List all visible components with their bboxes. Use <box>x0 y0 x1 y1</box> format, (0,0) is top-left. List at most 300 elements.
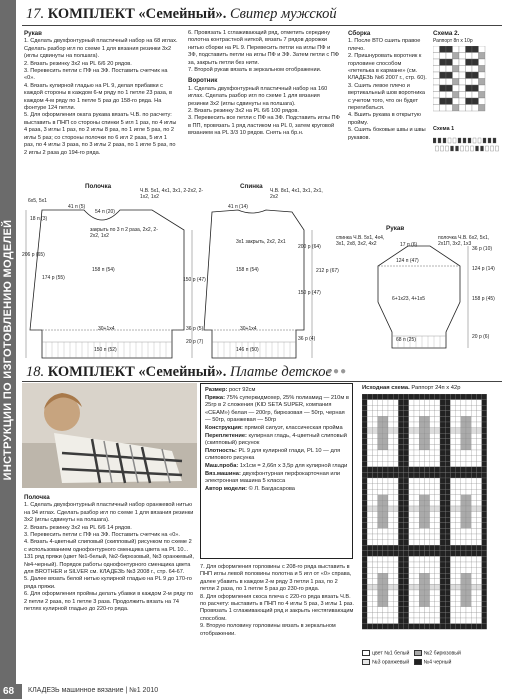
grid-cell <box>476 512 481 518</box>
grid-cell <box>440 59 447 66</box>
grid-cell <box>409 590 414 596</box>
grid-cell <box>367 568 372 574</box>
grid-cell <box>459 85 466 92</box>
grid-cell <box>367 579 372 585</box>
grid-cell <box>404 562 409 568</box>
grid-cell <box>466 584 471 590</box>
grid-cell <box>466 105 473 112</box>
grid-cell <box>450 584 455 590</box>
grid-cell <box>445 579 450 585</box>
grid-cell <box>446 85 453 92</box>
grid-cell <box>436 146 439 151</box>
legend-swatch-turquoise <box>414 650 422 656</box>
grid-cell <box>461 512 466 518</box>
grid-cell <box>472 72 479 79</box>
grid-cell <box>476 540 481 546</box>
grid-cell <box>446 79 453 86</box>
grid-cell <box>473 138 476 143</box>
grid-cell <box>378 467 383 473</box>
grid-cell <box>482 416 487 422</box>
model-info-box <box>200 383 353 559</box>
grid-cell <box>388 618 393 624</box>
grid-cell <box>362 556 367 562</box>
grid-cell <box>461 590 466 596</box>
grid-cell <box>424 484 429 490</box>
grid-cell <box>471 624 476 630</box>
grid-cell <box>445 545 450 551</box>
grid-cell <box>435 551 440 557</box>
grid-cell <box>414 467 419 473</box>
grid-cell <box>482 506 487 512</box>
grid-cell <box>362 467 367 473</box>
grid-cell <box>440 72 447 79</box>
grid-cell <box>476 422 481 428</box>
grid-cell <box>430 495 435 501</box>
grid-cell <box>388 422 393 428</box>
grid-cell <box>456 444 461 450</box>
grid-cell <box>414 495 419 501</box>
grid-cell <box>362 540 367 546</box>
grid-cell <box>482 472 487 478</box>
grid-cell <box>456 428 461 434</box>
grid-cell <box>471 517 476 523</box>
grid-cell <box>466 573 471 579</box>
grid-cell <box>409 467 414 473</box>
grid-cell <box>414 461 419 467</box>
grid-cell <box>450 439 455 445</box>
grid-cell <box>404 590 409 596</box>
grid-cell <box>383 612 388 618</box>
grid-cell <box>419 624 424 630</box>
grid-cell <box>430 456 435 462</box>
section17-rule <box>22 25 502 26</box>
grid-cell <box>362 456 367 462</box>
grid-cell <box>453 46 460 53</box>
grid-cell <box>367 450 372 456</box>
grid-cell <box>471 568 476 574</box>
big-scheme-grid <box>362 394 502 644</box>
grid-cell <box>404 400 409 406</box>
grid-cell <box>430 467 435 473</box>
grid-cell <box>398 433 403 439</box>
grid-cell <box>378 573 383 579</box>
grid-cell <box>419 556 424 562</box>
grid-cell <box>471 411 476 417</box>
grid-cell <box>409 456 414 462</box>
grid-cell <box>393 607 398 613</box>
grid-cell <box>456 534 461 540</box>
section18-number: 18. <box>26 364 45 380</box>
grid-cell <box>453 138 456 143</box>
grid-cell <box>404 394 409 400</box>
grid-cell <box>372 618 377 624</box>
grid-cell <box>461 562 466 568</box>
grid-cell <box>453 79 460 86</box>
grid-cell <box>424 562 429 568</box>
grid-cell <box>419 545 424 551</box>
spinka-dim: 158 п (54) <box>236 267 259 273</box>
grid-cell <box>398 500 403 506</box>
grid-cell <box>388 439 393 445</box>
grid-cell <box>482 489 487 495</box>
grid-cell <box>388 607 393 613</box>
grid-cell <box>466 601 471 607</box>
grid-cell <box>456 146 459 151</box>
grid-cell <box>419 478 424 484</box>
grid-cell <box>466 562 471 568</box>
grid-cell <box>482 579 487 585</box>
grid-cell <box>461 478 466 484</box>
polochka-step: 7. Для оформления горловины с 208-го ряда выставить в ПНП иглы левой половины полотна и 5 игл от «0» справа, далее убавить в каждом 2-м ряду 3 петли 1 раз, по 2 петли 2 раза, по 1 петле 5 раз до 230-го ряда. <box>200 564 352 593</box>
grid-cell <box>393 545 398 551</box>
grid-cell <box>476 607 481 613</box>
grid-cell <box>398 534 403 540</box>
grid-cell <box>471 428 476 434</box>
model-info-text <box>205 387 350 493</box>
grid-cell <box>419 394 424 400</box>
grid-cell <box>367 618 372 624</box>
grid-cell <box>393 540 398 546</box>
grid-cell <box>393 405 398 411</box>
info-value: 1х1см = 2,66п х 3,5р для кулирной глади <box>238 462 348 469</box>
grid-cell <box>404 444 409 450</box>
grid-cell <box>435 467 440 473</box>
grid-cell <box>409 523 414 529</box>
grid-cell <box>383 433 388 439</box>
grid-cell <box>430 584 435 590</box>
grid-cell <box>430 394 435 400</box>
grid-cell <box>461 579 466 585</box>
grid-cell <box>430 568 435 574</box>
grid-cell <box>433 98 440 105</box>
grid-cell <box>466 72 473 79</box>
grid-cell <box>383 405 388 411</box>
grid-cell <box>388 612 393 618</box>
grid-cell <box>383 562 388 568</box>
grid-cell <box>450 618 455 624</box>
grid-cell <box>466 556 471 562</box>
grid-cell <box>362 484 367 490</box>
grid-cell <box>398 540 403 546</box>
grid-cell <box>383 400 388 406</box>
grid-cell <box>383 596 388 602</box>
grid-cell <box>372 612 377 618</box>
polochka-dim: 30+1х4 <box>98 326 115 332</box>
grid-cell <box>456 439 461 445</box>
grid-cell <box>367 562 372 568</box>
grid-cell <box>446 146 449 151</box>
info-value: кулирная гладь, 4-цветный слиповый (скипповый) рисунок <box>205 432 347 447</box>
grid-cell <box>362 428 367 434</box>
grid-cell <box>471 500 476 506</box>
grid-cell <box>378 411 383 417</box>
grid-cell <box>461 428 466 434</box>
grid-cell <box>430 612 435 618</box>
grid-cell <box>398 422 403 428</box>
grid-cell <box>378 405 383 411</box>
grid-cell <box>435 545 440 551</box>
grid-cell <box>479 79 486 86</box>
grid-cell <box>461 607 466 613</box>
grid-cell <box>482 484 487 490</box>
grid-cell <box>482 545 487 551</box>
grid-cell <box>482 517 487 523</box>
grid-cell <box>378 523 383 529</box>
grid-cell <box>466 540 471 546</box>
grid-cell <box>424 573 429 579</box>
grid-cell <box>414 528 419 534</box>
legend-num: №4 <box>423 659 432 666</box>
grid-cell <box>393 573 398 579</box>
grid-cell <box>414 450 419 456</box>
grid-cell <box>461 472 466 478</box>
polochka-dim: 41 п (5) <box>68 204 86 210</box>
grid-cell <box>440 484 445 490</box>
grid-cell <box>404 433 409 439</box>
grid-cell <box>430 579 435 585</box>
grid-cell <box>424 512 429 518</box>
grid-cell <box>398 444 403 450</box>
grid-cell <box>430 450 435 456</box>
grid-cell <box>414 568 419 574</box>
grid-cell <box>491 146 494 151</box>
legend-name: черный <box>433 659 452 666</box>
grid-cell <box>372 607 377 613</box>
grid-cell <box>445 478 450 484</box>
grid-cell <box>466 433 471 439</box>
grid-cell <box>362 584 367 590</box>
grid-cell <box>479 46 486 53</box>
grid-cell <box>471 439 476 445</box>
polochka-dim: 150 п (52) <box>94 347 117 353</box>
grid-cell <box>472 66 479 73</box>
grid-cell <box>461 584 466 590</box>
grid-cell <box>482 540 487 546</box>
grid-cell <box>409 584 414 590</box>
grid-cell <box>409 500 414 506</box>
grid-cell <box>450 433 455 439</box>
grid-cell <box>419 489 424 495</box>
grid-cell <box>466 53 473 60</box>
info-key: Пряжа: <box>205 394 225 401</box>
grid-cell <box>383 618 388 624</box>
grid-cell <box>362 506 367 512</box>
grid-cell <box>466 523 471 529</box>
grid-cell <box>450 534 455 540</box>
grid-cell <box>496 146 499 151</box>
grid-cell <box>398 478 403 484</box>
grid-cell <box>471 618 476 624</box>
grid-cell <box>372 545 377 551</box>
grid-cell <box>450 428 455 434</box>
sborka-step: 1. После ВТО сшить правое плечо. <box>348 38 421 52</box>
grid-cell <box>367 584 372 590</box>
grid-cell <box>419 601 424 607</box>
grid-cell <box>419 433 424 439</box>
grid-cell <box>461 551 466 557</box>
sborka-step: 2. Пришнуровать воротник к горловине способом «петелька в кармане» (см. КЛАДЕЗЬ №6 2007 г., стр. 60). <box>348 53 427 82</box>
grid-cell <box>362 416 367 422</box>
grid-cell <box>378 450 383 456</box>
grid-cell <box>409 416 414 422</box>
grid-cell <box>435 495 440 501</box>
rukav-dim: полочка Ч.В. 6х2, 5х1, 2х1П, 3х2, 1х3 <box>438 235 490 247</box>
grid-cell <box>372 400 377 406</box>
grid-cell <box>482 528 487 534</box>
grid-cell <box>388 495 393 501</box>
grid-cell <box>362 472 367 478</box>
grid-cell <box>461 405 466 411</box>
grid-cell <box>414 484 419 490</box>
grid-cell <box>461 400 466 406</box>
grid-cell <box>414 422 419 428</box>
grid-cell <box>476 405 481 411</box>
grid-cell <box>378 596 383 602</box>
grid-cell <box>372 439 377 445</box>
grid-cell <box>453 66 460 73</box>
grid-cell <box>466 618 471 624</box>
grid-cell <box>476 517 481 523</box>
legend-swatch-black <box>414 659 422 665</box>
grid-cell <box>471 433 476 439</box>
info-key: Плотность: <box>205 447 237 454</box>
grid-cell <box>409 607 414 613</box>
grid-cell <box>440 618 445 624</box>
grid-cell <box>378 478 383 484</box>
grid-cell <box>398 624 403 630</box>
grid-cell <box>450 624 455 630</box>
grid-cell <box>443 138 446 143</box>
grid-cell <box>398 573 403 579</box>
section18-title-a: КОМПЛЕКТ «Семейный». <box>47 364 227 380</box>
grid-cell <box>372 433 377 439</box>
grid-cell <box>440 517 445 523</box>
grid-cell <box>409 422 414 428</box>
grid-cell <box>398 545 403 551</box>
grid-cell <box>378 439 383 445</box>
polochka-step: 8. Для оформления скоса плеча с 220-го ряда вязать Ч.В. по расчету: выставить в ПНП по 4 иглы 5 раз, 3 иглы 1 раз. Провязать 1 сглаживающий ряд и закрыть нестягивающим способом. <box>200 593 354 622</box>
grid-cell <box>388 596 393 602</box>
grid-cell <box>388 394 393 400</box>
polochka-dim: 6х5, 5х1 <box>28 198 47 204</box>
grid-cell <box>414 590 419 596</box>
grid-cell <box>440 105 447 112</box>
grid-cell <box>466 400 471 406</box>
grid-cell <box>419 461 424 467</box>
grid-cell <box>466 46 473 53</box>
grid-cell <box>445 461 450 467</box>
grid-cell <box>372 596 377 602</box>
grid-cell <box>388 540 393 546</box>
grid-cell <box>424 556 429 562</box>
grid-cell <box>476 472 481 478</box>
grid-cell <box>435 540 440 546</box>
legend-name: оранжевый <box>381 659 410 666</box>
grid-cell <box>456 467 461 473</box>
grid-cell <box>378 590 383 596</box>
grid-cell <box>456 450 461 456</box>
grid-cell <box>435 439 440 445</box>
grid-cell <box>456 400 461 406</box>
grid-cell <box>479 66 486 73</box>
grid-cell <box>404 545 409 551</box>
info-key: Размер: <box>205 387 228 393</box>
grid-cell <box>393 517 398 523</box>
grid-cell <box>445 562 450 568</box>
grid-cell <box>445 601 450 607</box>
grid-cell <box>372 517 377 523</box>
grid-cell <box>378 528 383 534</box>
grid-cell <box>440 495 445 501</box>
grid-cell <box>435 472 440 478</box>
grid-cell <box>430 416 435 422</box>
grid-cell <box>450 484 455 490</box>
grid-cell <box>404 568 409 574</box>
section18-dots: ●●● <box>326 366 348 377</box>
grid-cell <box>476 394 481 400</box>
grid-cell <box>466 472 471 478</box>
grid-cell <box>461 484 466 490</box>
grid-cell <box>463 138 466 143</box>
grid-cell <box>435 461 440 467</box>
grid-cell <box>393 394 398 400</box>
grid-cell <box>482 512 487 518</box>
grid-cell <box>372 411 377 417</box>
grid-cell <box>476 618 481 624</box>
grid-cell <box>404 467 409 473</box>
grid-cell <box>435 618 440 624</box>
grid-cell <box>383 556 388 562</box>
grid-cell <box>388 584 393 590</box>
grid-cell <box>424 461 429 467</box>
grid-cell <box>367 495 372 501</box>
spinka-diagram-title: Спинка <box>240 183 263 190</box>
grid-cell <box>398 568 403 574</box>
grid-cell <box>372 540 377 546</box>
grid-cell <box>479 98 486 105</box>
grid-cell <box>393 439 398 445</box>
grid-cell <box>440 428 445 434</box>
grid-cell <box>378 444 383 450</box>
polochka-dim: 174 р (55) <box>42 275 65 281</box>
polochka-dim: 206 р (65) <box>22 252 45 258</box>
grid-cell <box>404 534 409 540</box>
grid-cell <box>456 472 461 478</box>
grid-cell <box>430 428 435 434</box>
grid-cell <box>393 416 398 422</box>
grid-cell <box>482 478 487 484</box>
grid-cell <box>461 467 466 473</box>
grid-cell <box>388 444 393 450</box>
grid-cell <box>445 484 450 490</box>
grid-cell <box>435 601 440 607</box>
grid-cell <box>433 105 440 112</box>
grid-cell <box>378 584 383 590</box>
grid-cell <box>393 534 398 540</box>
grid-cell <box>362 433 367 439</box>
grid-cell <box>362 562 367 568</box>
legend-name: бирюзовый <box>433 650 461 657</box>
grid-cell <box>424 450 429 456</box>
grid-cell <box>461 439 466 445</box>
grid-cell <box>404 540 409 546</box>
info-value: двухфонтурная перфокарточная или электронная машина 5 класса <box>205 470 341 485</box>
grid-cell <box>378 568 383 574</box>
rukav-dim: 17 п (6) <box>400 242 418 248</box>
grid-cell <box>383 512 388 518</box>
grid-cell <box>430 517 435 523</box>
grid-cell <box>466 405 471 411</box>
